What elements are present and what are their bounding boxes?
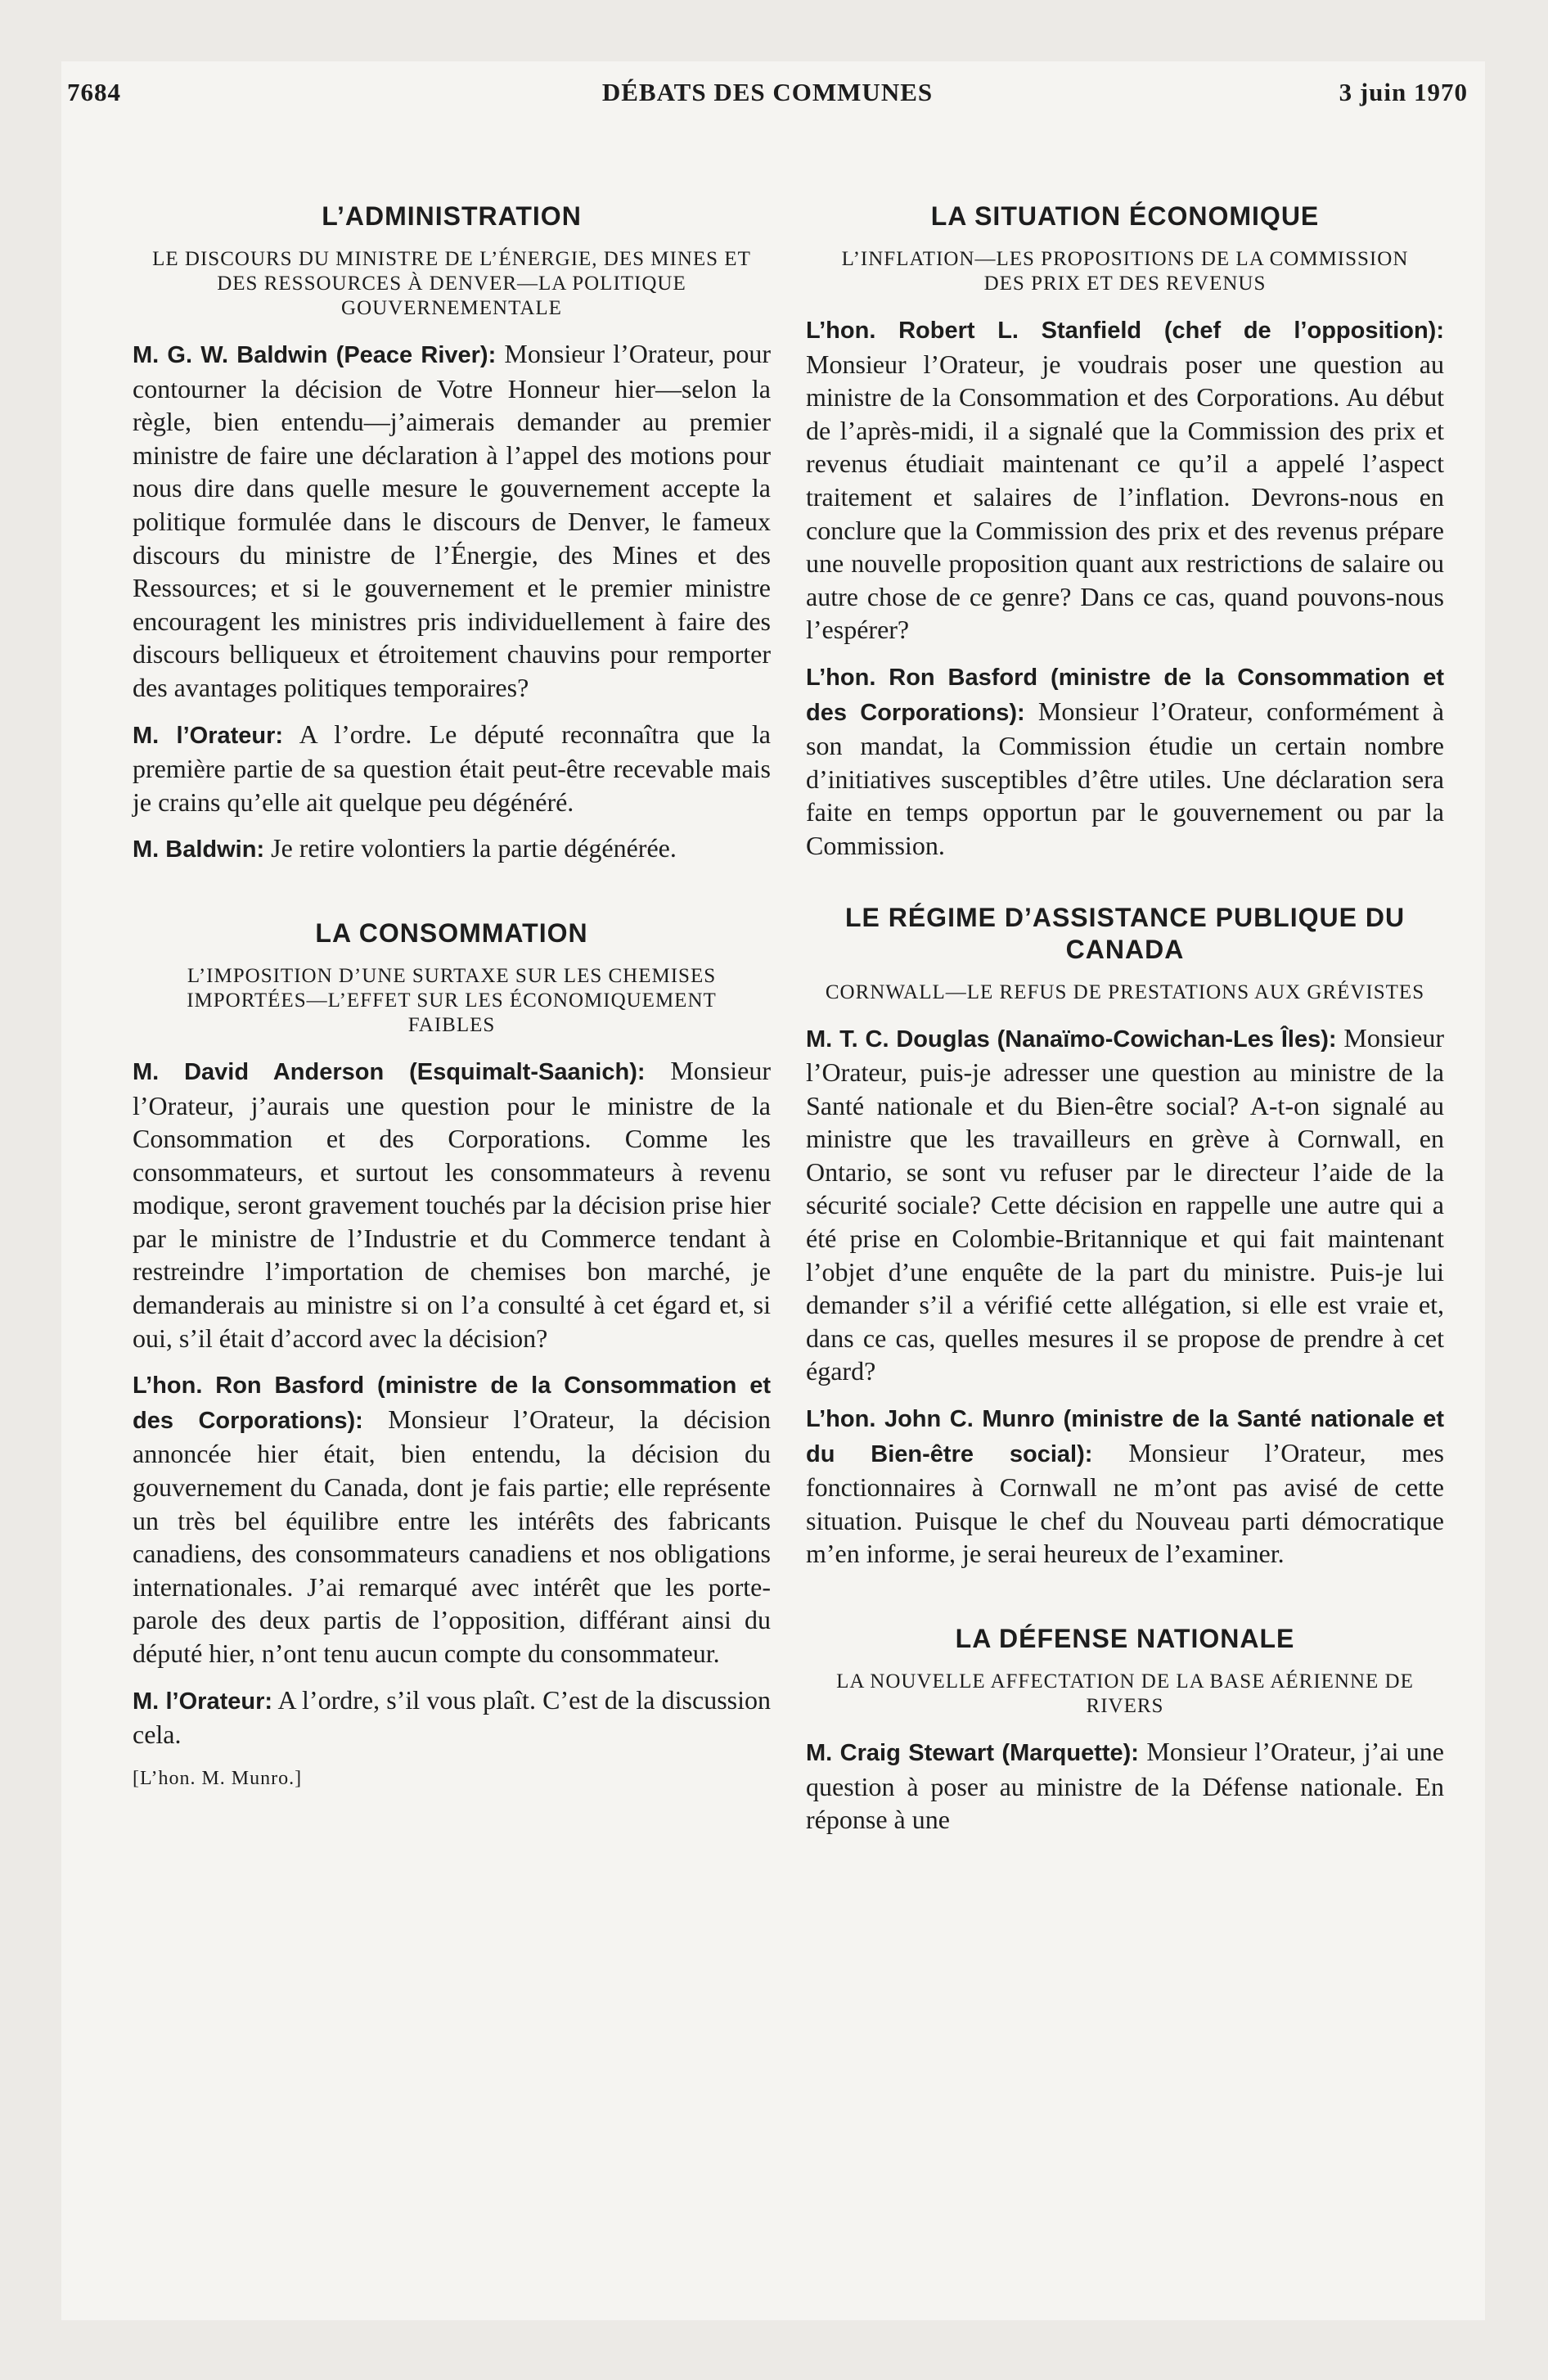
section-administration [133,201,771,867]
speech-text: Monsieur l’Orateur, j’ai une question à poser au ministre de la Défense nationale. En réponse à une [806,1737,1444,1835]
speaker-name: L’hon. John C. Munro (ministre de la Santé nationale et du Bien-être social): [806,1406,1444,1467]
speech-text: Monsieur l’Orateur, j’aurais une question pour le ministre de la Consommation et des Corporations. Comme les consommateurs, et surtout les consommateurs à revenu modique, seront gravement touchés par la décision prise hier par le ministre de l’Industrie et du Commerce tendant à restreindre l’importation de chemises bon marché, je demanderais au ministre si on l’a consulté à cet égard et, si oui, s’il était d’accord avec la décision? [133,1055,771,1353]
speech-paragraph [806,660,1444,863]
page-header [67,78,1468,119]
section-title: LA DÉFENSE NATIONALE [955,1624,1295,1653]
section-title: LA CONSOMMATION [315,917,588,948]
speaker-name: L’hon. Ron Basford (ministre de la Consommation et des Corporations): [806,664,1444,726]
speech-paragraph [806,1735,1444,1837]
speech-paragraph [133,1684,771,1751]
section-regime-assistance [806,902,1444,1571]
page-number: 7684 [67,78,121,106]
section-subhead: LA NOUVELLE AFFECTATION DE LA BASE AÉRIENNE DE RIVERS [836,1670,1414,1717]
section-gap [806,1571,1444,1623]
speaker-name: L’hon. Ron Basford (ministre de la Consommation et des Corporations): [133,1373,771,1434]
speaker-name: M. Craig Stewart (Marquette): [806,1740,1139,1766]
section-consommation [133,917,771,1791]
speech-text: Je retire volontiers la partie dégénérée. [271,833,677,863]
speech-text: A l’ordre. Le député reconnaîtra que la première partie de sa question était peut-être recevable mais je crains qu’elle ait quelque peu dégénéré. [133,719,772,817]
speech-text: A l’ordre, s’il vous plaît. C’est de la discussion cela. [133,1684,771,1750]
section-subhead: CORNWALL—LE REFUS DE PRESTATIONS AUX GRÉVISTES [825,980,1425,1003]
speech-paragraph [133,718,771,819]
section-gap [806,863,1444,902]
section-subhead: L’IMPOSITION D’UNE SURTAXE SUR LES CHEMISES IMPORTÉES—L’EFFET SUR LES ÉCONOMIQUEMENT FAIBLES [187,964,717,1036]
speaker-name: M. l’Orateur: [133,1688,273,1715]
speaker-name: M. l’Orateur: [133,722,284,749]
speaker-name: M. Baldwin: [133,836,265,863]
speech-text: Monsieur l’Orateur, la décision annoncée hier était, bien entendu, la décision du gouvernement du Canada, dont je fais partie; elle représente un très bel équilibre entre les intérêts des fabricants canadiens, des consommateurs canadiens et nos obligations internationales. J’ai remarqué avec intérêt que les porte-parole des deux partis de l’opposition, différant ainsi du député hier, n’ont tenu aucun compte du consommateur. [133,1404,772,1668]
speech-paragraph [133,337,771,705]
issue-date: 3 juin 1970 [1339,78,1468,106]
section-situation-economique [806,201,1444,863]
speech-paragraph [133,1054,771,1355]
section-defense-nationale [806,1623,1444,1837]
section-subhead: L’INFLATION—LES PROPOSITIONS DE LA COMMISSION DES PRIX ET DES REVENUS [841,248,1409,295]
speech-paragraph [806,313,1444,647]
speaker-continuation-note: [L’hon. M. Munro.] [133,1767,303,1789]
speech-paragraph [133,1368,771,1670]
speech-paragraph [806,1021,1444,1389]
speech-paragraph [806,1401,1444,1571]
publication-title: DÉBATS DES COMMUNES [601,78,934,106]
section-title: L’ADMINISTRATION [322,201,582,231]
speech-text: Monsieur l’Orateur, puis-je adresser une question au ministre de la Santé nationale et du Bien-être social? A-t-on signalé au ministre que les travailleurs en grève à Cornwall, en Ontario, se sont vu refuser par le directeur l’aide de la sécurité sociale? Cette décision en rappelle une autre qui a été prise en Colombie-Britannique et qui fait maintenant l’objet d’une enquête de la part du ministre. Puis-je lui demander s’il a vérifié cette allégation, si elle est vraie et, dans ce cas, quelles mesures il se propose de prendre à cet égard? [806,1022,1445,1386]
section-subhead: LE DISCOURS DU MINISTRE DE L’ÉNERGIE, DES MINES ET DES RESSOURCES À DENVER—LA POLITIQUE GOUVERNEMENTALE [152,248,751,319]
speaker-name: M. David Anderson (Esquimalt-Saanich): [133,1058,646,1085]
speech-text: Monsieur l’Orateur, pour contourner la décision de Votre Honneur hier—selon la règle, bien entendu—j’aimerais demander au premier ministre de faire une déclaration à l’appel des motions pour nous dire dans quelle mesure le gouvernement accepte la politique formulée dans le discours de Denver, le fameux discours du ministre de l’Énergie, des Mines et des Ressources; et si le gouvernement et le premier ministre encouragent les ministres pris individuellement à faire des discours belliqueux et étroitement chauvins pour remporter des avantages politiques temporaires? [133,339,772,702]
left-column [133,201,771,1810]
right-column [806,201,1444,1837]
speaker-name: M. T. C. Douglas (Nanaïmo-Cowichan-Les Îles): [806,1025,1337,1053]
speech-paragraph [133,832,771,867]
speech-text: Monsieur l’Orateur, je voudrais poser une question au ministre de la Consommation et des Corporations. Au début de l’après-midi, il a signalé que la Commission des prix et revenus étudiait maintenant ce qu’il a appelé l’aspect traitement et salaires de l’inflation. Devrons-nous en conclure que la Commission des prix et des revenus prépare une nouvelle proposition quant aux restrictions de salaire ou autre chose de ce genre? Dans ce cas, quand pouvons-nous l’espérer? [806,349,1444,645]
section-title: LE RÉGIME D’ASSISTANCE PUBLIQUE DU CANADA [844,902,1406,964]
speech-text: Monsieur l’Orateur, mes fonctionnaires à Cornwall ne m’ont pas avisé de cette situation. Puisque le chef du Nouveau parti démocratique m’en informe, je serai heureux de l’examiner. [806,1437,1445,1569]
section-gap [133,867,771,917]
section-title: LA SITUATION ÉCONOMIQUE [930,201,1320,231]
speaker-name: L’hon. Robert L. Stanfield (chef de l’opposition): [806,318,1444,344]
speaker-name: M. G. W. Baldwin (Peace River): [133,342,497,368]
speech-text: Monsieur l’Orateur, conformément à son mandat, la Commission étudie un certain nombre d’initiatives susceptibles d’être utiles. Une déclaration sera faite en temps opportun par le gouvernement ou par la Commission. [806,696,1445,860]
